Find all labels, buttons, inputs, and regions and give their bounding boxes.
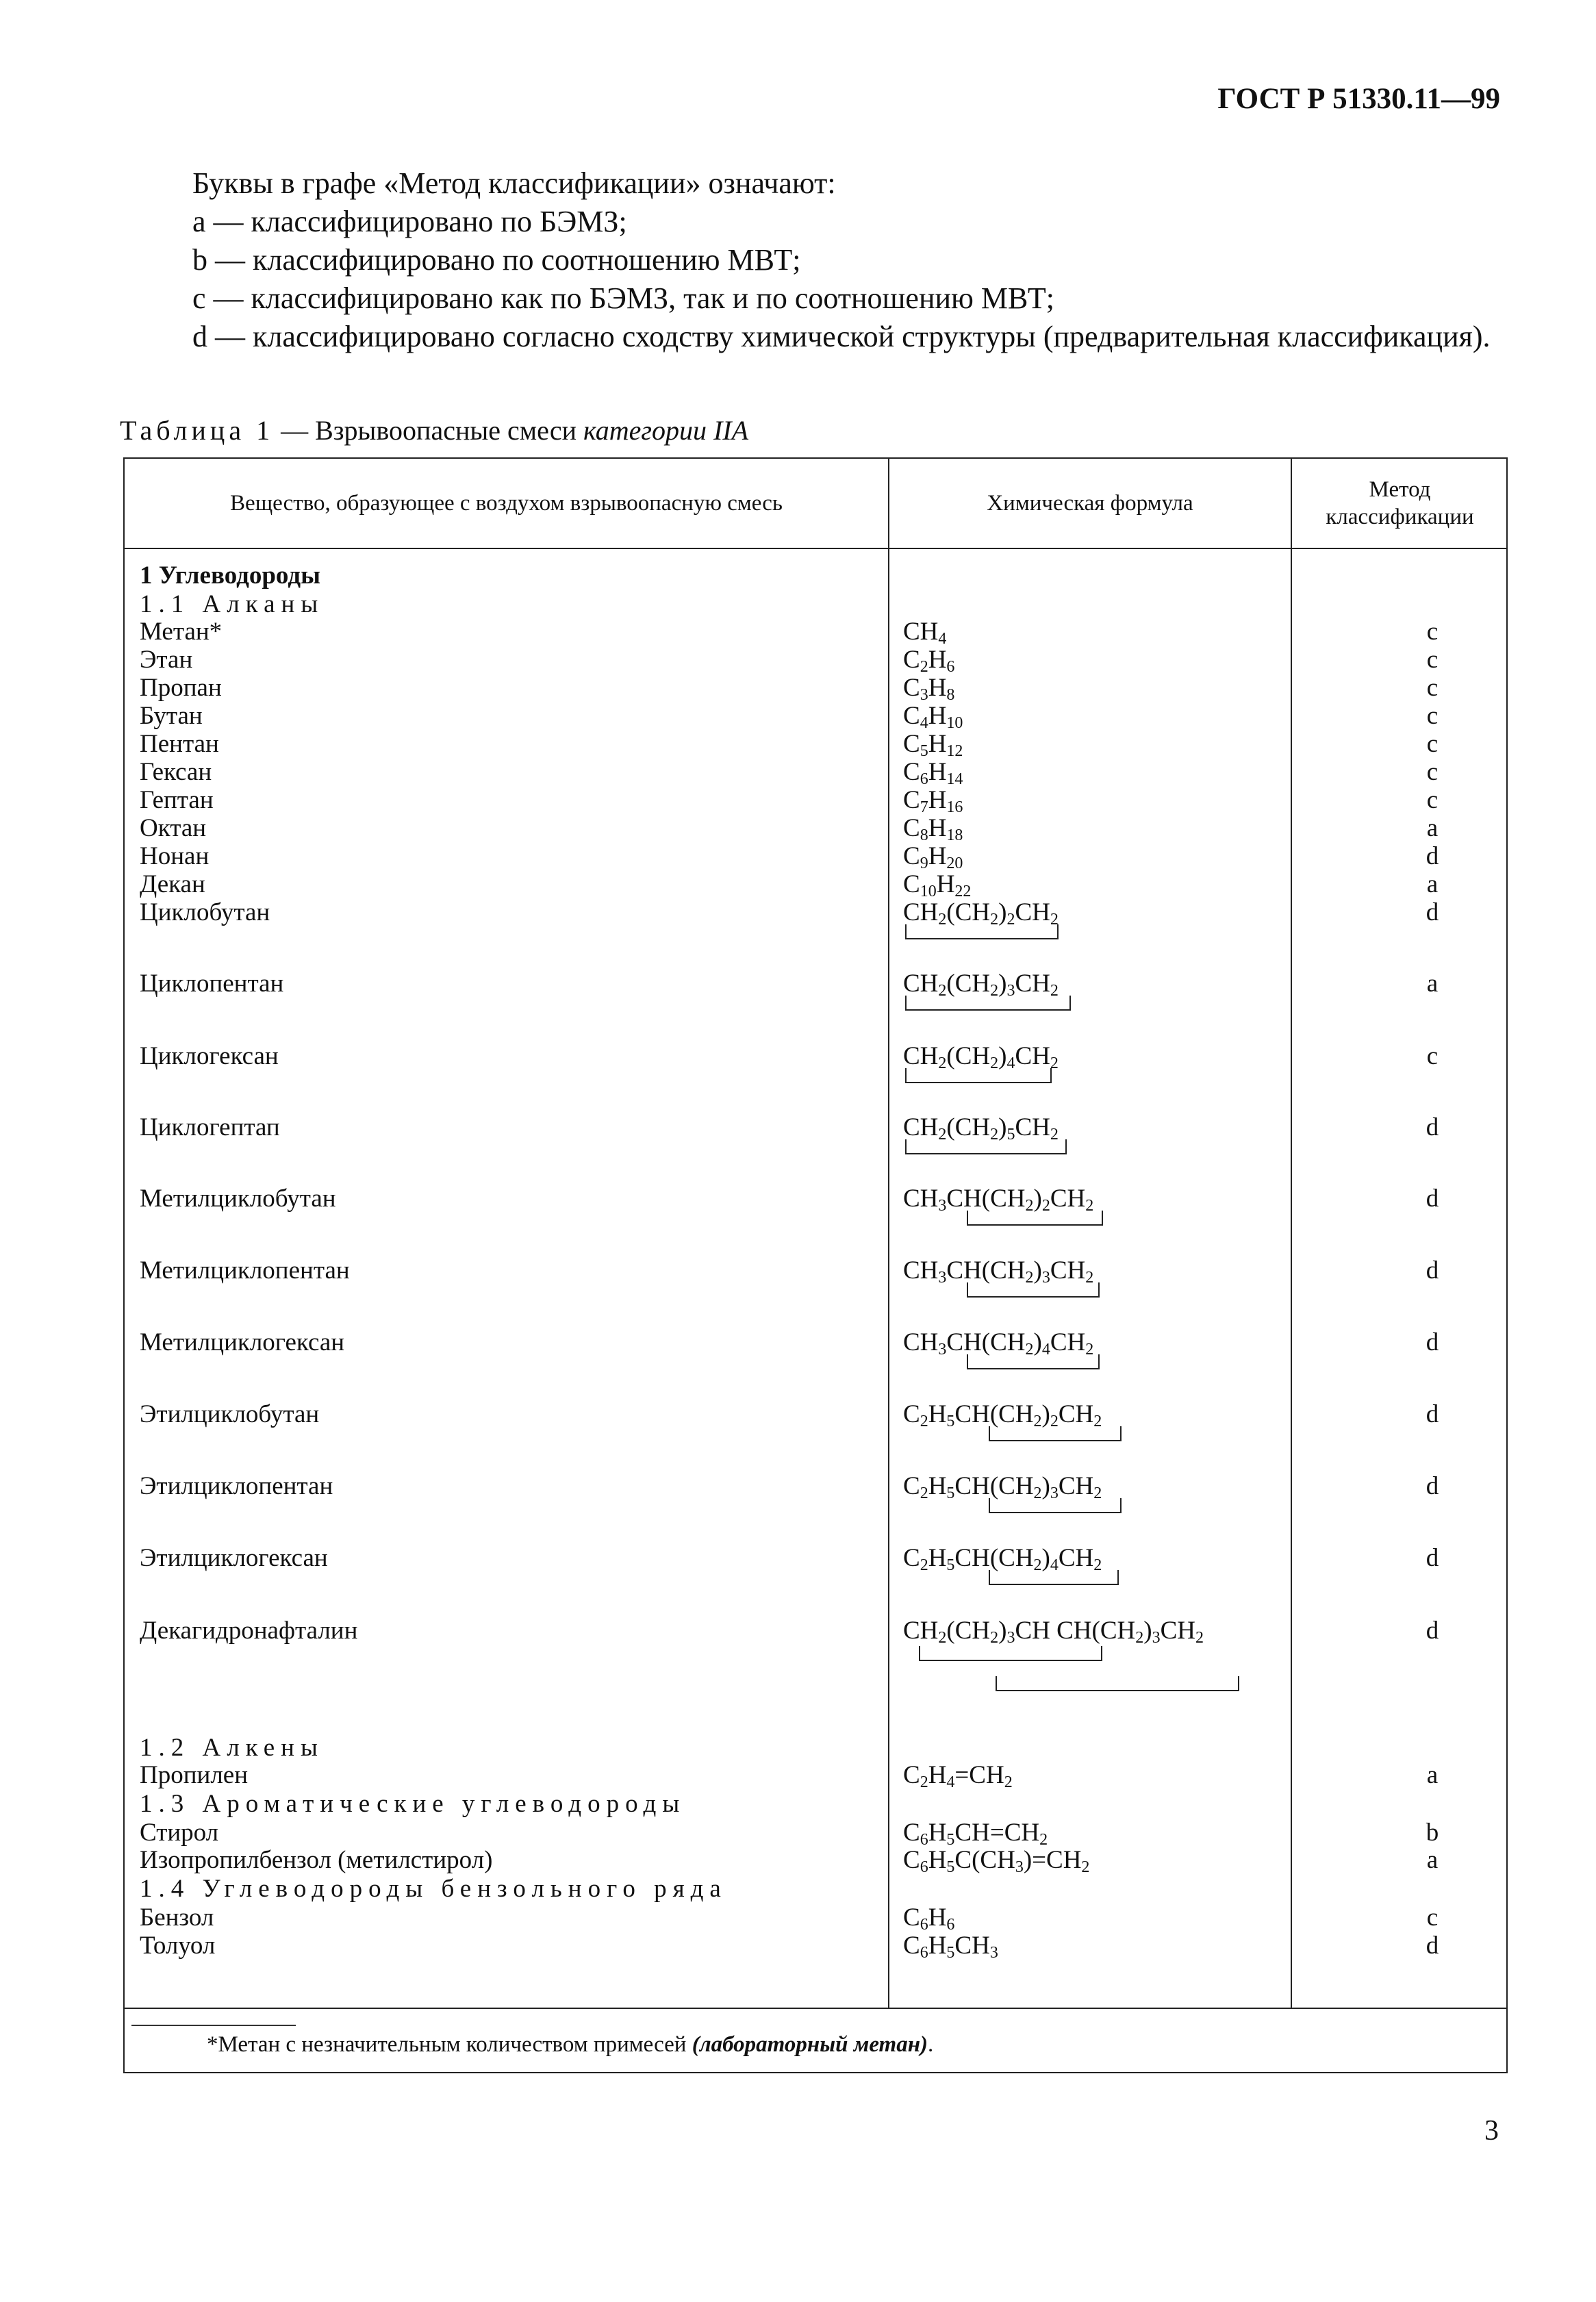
ring-bracket [905, 1139, 1067, 1154]
chemical-formula: $CH_4$ [903, 618, 947, 648]
substance-name: Этилциклопентан [140, 1472, 333, 1500]
substance-name: Пропан [140, 674, 222, 702]
footnote-divider [125, 2008, 1506, 2009]
intro-line: d — классифицировано согласно сходству химической структуры (предварительная классификация). [192, 320, 1491, 353]
substance-name: Этилциклобутан [140, 1400, 320, 1428]
substance-name: Изопропилбензол (метилстирол) [140, 1846, 493, 1874]
table-row [125, 1790, 1506, 1819]
substance-name: Циклогексан [140, 1042, 279, 1070]
substance-name: Октан [140, 814, 207, 842]
classification-method: d [1426, 1617, 1439, 1645]
classification-method: c [1426, 1042, 1439, 1070]
classification-method: d [1426, 1932, 1439, 1960]
table-caption-dash: — Взрывоопасные смеси [274, 415, 583, 446]
footnote-text: *Метан с незначительным количеством примесей [207, 2032, 692, 2057]
table-row [125, 898, 1506, 927]
section-title: 1 Углеводороды [140, 561, 320, 590]
chemical-formula: $C_{10}H_{22}$ [903, 870, 972, 900]
classification-method: d [1426, 842, 1439, 870]
chemical-formula: $C_4H_{10}$ [903, 702, 963, 732]
header-divider [125, 548, 1506, 549]
table-row [125, 1932, 1506, 1960]
substance-name: Нонан [140, 842, 210, 870]
mixtures-table [123, 457, 1508, 2073]
classification-method: c [1426, 1903, 1439, 1932]
footnote-rule [131, 2025, 296, 2026]
table-row [125, 1544, 1506, 1573]
substance-name: Этан [140, 646, 193, 674]
table-row [125, 870, 1506, 899]
header-substance: Вещество, образующее с воздухом взрывоопасную смесь [230, 491, 783, 516]
header-formula: Химическая формула [987, 491, 1193, 516]
chemical-formula: $C_6H_{14}$ [903, 758, 963, 788]
table-row [125, 618, 1506, 646]
table-row [125, 590, 1506, 619]
table-row [125, 1400, 1506, 1429]
chemical-formula: $C_6H_5CH_3$ [903, 1932, 998, 1962]
substance-name: Бутан [140, 702, 203, 730]
table-row [125, 702, 1506, 731]
classification-method: d [1426, 898, 1439, 926]
footnote [207, 2032, 933, 2058]
classification-method: c [1426, 702, 1439, 730]
classification-method: c [1426, 618, 1439, 646]
table-row [125, 1761, 1506, 1790]
footnote-italic: (лабораторный метан) [692, 2032, 928, 2057]
chemical-formula: $C_7H_{16}$ [903, 786, 963, 816]
substance-name: Гексан [140, 758, 212, 786]
classification-method: c [1426, 786, 1439, 814]
ring-bracket [905, 996, 1071, 1011]
ring-bracket [919, 1646, 1102, 1661]
table-caption-category: категории IIA [583, 415, 749, 446]
chemical-formula: $CH_3CH(CH_2)_2CH_2$ [903, 1185, 1094, 1215]
chemical-formula: $CH_2(CH_2)_5CH_2$ [903, 1113, 1059, 1143]
chemical-formula: $CH_2(CH_2)_3CH$ $CH(CH_2)_3CH_2$ [903, 1617, 1204, 1647]
chemical-formula: $C_9H_{20}$ [903, 842, 963, 872]
classification-method: d [1426, 1185, 1439, 1213]
table-row [125, 1903, 1506, 1932]
ring-bracket [905, 1068, 1052, 1083]
classification-method: c [1426, 730, 1439, 758]
substance-name: Метилциклобутан [140, 1185, 336, 1213]
classification-method: c [1426, 758, 1439, 786]
ring-bracket [989, 1426, 1122, 1441]
classification-method: c [1426, 646, 1439, 674]
table-row [125, 1617, 1506, 1645]
table-row [125, 1328, 1506, 1357]
classification-method: b [1426, 1819, 1439, 1847]
ring-bracket [967, 1211, 1103, 1226]
section-title: 1.3 Ароматические углеводороды [140, 1790, 686, 1818]
table-row [125, 646, 1506, 674]
ring-bracket [967, 1354, 1100, 1369]
substance-name: Циклобутан [140, 898, 270, 926]
ring-bracket [967, 1282, 1100, 1298]
classification-method: d [1426, 1328, 1439, 1356]
substance-name: Пропилен [140, 1761, 249, 1789]
substance-name: Пентан [140, 730, 219, 758]
table-row [125, 1734, 1506, 1762]
intro-line: b — классифицировано по соотношению МВТ; [192, 243, 801, 277]
ring-bracket [989, 1570, 1119, 1585]
substance-name: Толуол [140, 1932, 216, 1960]
header-method: Метод классификации [1326, 477, 1474, 529]
classification-method: a [1426, 970, 1439, 998]
classification-method: d [1426, 1544, 1439, 1572]
chemical-formula: $C_2H_6$ [903, 646, 955, 676]
table-row [125, 814, 1506, 843]
intro-text [120, 164, 1503, 356]
ring-bracket [989, 1498, 1122, 1513]
chemical-formula: $C_6H_5CH=CH_2$ [903, 1819, 1048, 1849]
table-row [125, 674, 1506, 703]
chemical-formula: $C_6H_6$ [903, 1903, 955, 1934]
chemical-formula: $C_2H_5CH(CH_2)_2CH_2$ [903, 1400, 1102, 1430]
intro-line: с — классифицировано как по БЭМЗ, так и по соотношению МВТ; [192, 281, 1054, 315]
table-caption-label: Таблица 1 [120, 415, 275, 446]
chemical-formula: $C_2H_5CH(CH_2)_3CH_2$ [903, 1472, 1102, 1502]
classification-method: a [1426, 1846, 1439, 1874]
table-row [125, 758, 1506, 787]
classification-method: c [1426, 674, 1439, 702]
substance-name: Бензол [140, 1903, 214, 1932]
table-row [125, 1185, 1506, 1213]
table-row [125, 970, 1506, 998]
chemical-formula: $CH_3CH(CH_2)_4CH_2$ [903, 1328, 1094, 1358]
table-caption [120, 414, 748, 446]
intro-line: Буквы в графе «Метод классификации» означают: [192, 166, 836, 200]
table-row [125, 1472, 1506, 1501]
classification-method: a [1426, 814, 1439, 842]
section-title: 1.1 Алканы [140, 590, 325, 618]
substance-name: Циклопентан [140, 970, 284, 998]
section-title: 1.4 Углеводороды бензольного ряда [140, 1875, 727, 1903]
chemical-formula: $C_5H_{12}$ [903, 730, 963, 760]
substance-name: Декагидронафталин [140, 1617, 358, 1645]
substance-name: Декан [140, 870, 205, 898]
chemical-formula: $CH_2(CH_2)_4CH_2$ [903, 1042, 1059, 1072]
chemical-formula: $C_8H_{18}$ [903, 814, 963, 844]
classification-method: a [1426, 1761, 1439, 1789]
section-title: 1.2 Алкены [140, 1734, 324, 1762]
table-row [125, 1256, 1506, 1285]
chemical-formula: $C_2H_4=CH_2$ [903, 1761, 1013, 1791]
substance-name: Циклогептап [140, 1113, 280, 1141]
substance-name: Метан* [140, 618, 223, 646]
chemical-formula: $CH_2(CH_2)_3CH_2$ [903, 970, 1059, 1000]
table-row [125, 561, 1506, 590]
intro-line: а — классифицировано по БЭМЗ; [192, 205, 627, 238]
chemical-formula: $CH_2(CH_2)_2CH_2$ [903, 898, 1059, 928]
substance-name: Этилциклогексан [140, 1544, 328, 1572]
footnote-end: . [928, 2032, 934, 2057]
substance-name: Стирол [140, 1819, 219, 1847]
ring-bracket [905, 924, 1059, 939]
table-row [125, 786, 1506, 815]
classification-method: d [1426, 1256, 1439, 1285]
classification-method: d [1426, 1400, 1439, 1428]
ring-bracket [996, 1676, 1239, 1691]
document-code: ГОСТ Р 51330.11—99 [1217, 83, 1500, 115]
table-row [125, 1819, 1506, 1847]
chemical-formula: $C_6H_5C(CH_3)=CH_2$ [903, 1846, 1090, 1876]
chemical-formula: $CH_3CH(CH_2)_3CH_2$ [903, 1256, 1094, 1287]
table-row [125, 1113, 1506, 1142]
classification-method: a [1426, 870, 1439, 898]
substance-name: Метилциклогексан [140, 1328, 345, 1356]
substance-name: Метилциклопентан [140, 1256, 350, 1285]
chemical-formula: $C_2H_5CH(CH_2)_4CH_2$ [903, 1544, 1102, 1574]
page-number: 3 [1484, 2115, 1499, 2147]
table-row [125, 1846, 1506, 1875]
classification-method: d [1426, 1472, 1439, 1500]
table-row [125, 842, 1506, 871]
table-row [125, 1875, 1506, 1903]
chemical-formula: $C_3H_8$ [903, 674, 955, 704]
substance-name: Гептан [140, 786, 214, 814]
table-row [125, 730, 1506, 759]
table-row [125, 1042, 1506, 1071]
classification-method: d [1426, 1113, 1439, 1141]
